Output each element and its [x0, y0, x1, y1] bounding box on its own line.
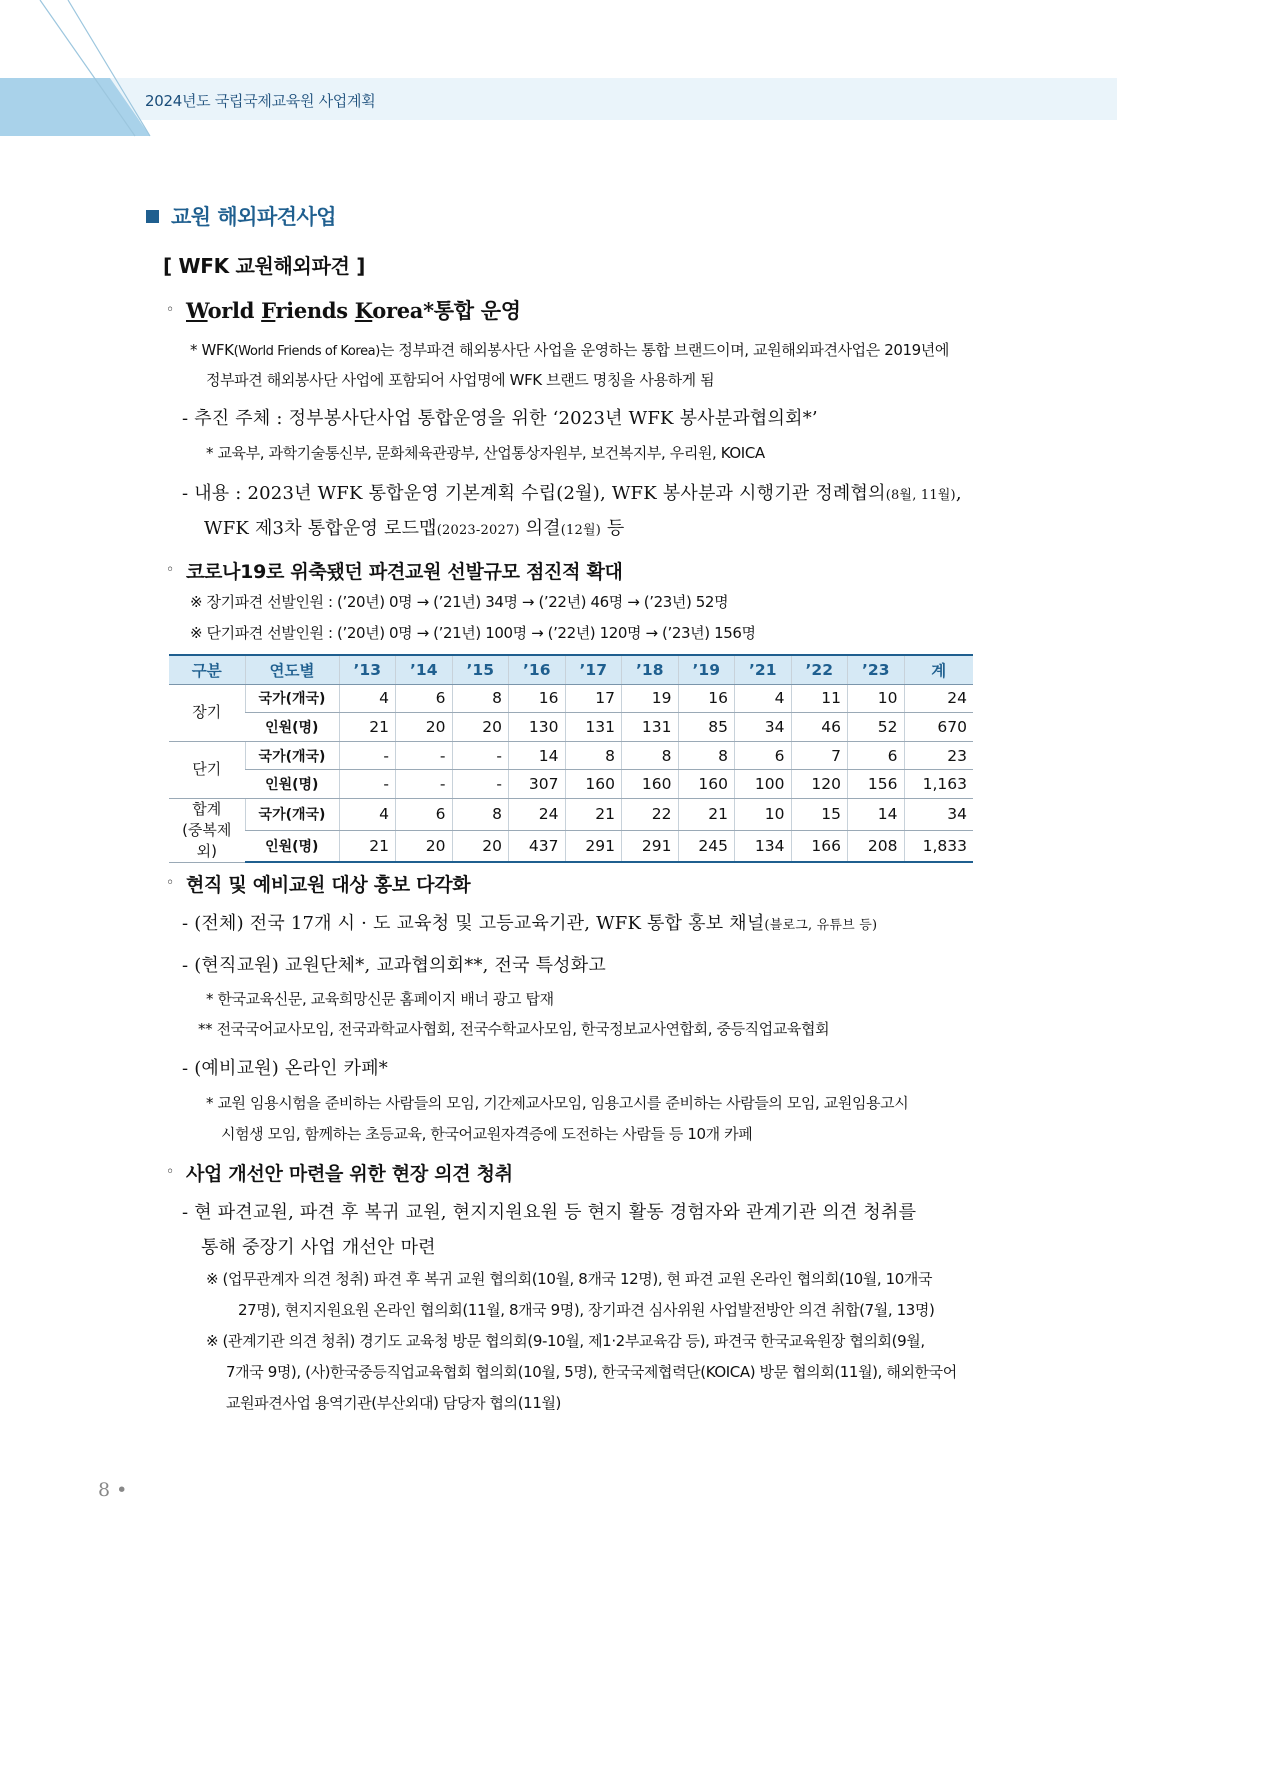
table-header-cell: ’13 [339, 655, 396, 684]
section-subtitle: [ WFK 교원해외파견 ] [163, 254, 366, 278]
table-cell: 23 [904, 741, 973, 770]
table-row [169, 770, 973, 799]
table-header-cell: ’23 [848, 655, 905, 684]
table-cell: - [339, 741, 396, 770]
table-cell: 21 [339, 713, 396, 742]
table-row-label: 인원(명) [245, 830, 339, 862]
long-term-selection-note: ※ 장기파견 선발인원 : (’20년) 0명 → (’21년) 34명 → (’22년) 46명 → (’23년) 52명 [190, 593, 729, 611]
table-cell: 14 [848, 798, 905, 830]
table-cell: 8 [678, 741, 735, 770]
circle-bullet-icon: ◦ [166, 562, 174, 578]
table-cell: 6 [396, 798, 453, 830]
table-cell: - [452, 741, 509, 770]
table-header-row [169, 655, 973, 684]
wfk-note-line1: * WFK(World Friends of Korea)는 정부파견 해외봉사단 사업을 운영하는 통합 브랜드이며, 교원해외파견사업은 2019년에 [190, 341, 949, 359]
feedback-note2-line3: 교원파견사업 용역기관(부산외대) 담당자 협의(11월) [226, 1394, 562, 1412]
table-cell: 8 [622, 741, 679, 770]
table-cell: 22 [622, 798, 679, 830]
table-cell: 1,163 [904, 770, 973, 799]
table-row-label: 국가(개국) [245, 741, 339, 770]
table-cell: 7 [791, 741, 848, 770]
table-cell: 34 [735, 713, 792, 742]
table-cell: 130 [509, 713, 566, 742]
table-cell: 24 [904, 684, 973, 713]
table-header-cell: 연도별 [245, 655, 339, 684]
promotion-note-newspapers: * 한국교육신문, 교육희망신문 홈페이지 배너 광고 탑재 [206, 990, 554, 1008]
table-cell: 16 [509, 684, 566, 713]
table-cell: 1,833 [904, 830, 973, 862]
table-group-label-text: 장기 [192, 703, 222, 722]
table-row [169, 741, 973, 770]
table-cell: 100 [735, 770, 792, 799]
table-group-label-text: 합계 [192, 799, 222, 818]
table-cell: 20 [396, 830, 453, 862]
section-title-text: 교원 해외파견사업 [171, 205, 337, 229]
promotion-dash-incumbent: - (현직교원) 교원단체*, 교과협의회**, 전국 특성화고 [182, 955, 606, 976]
table-cell: 4 [339, 684, 396, 713]
table-header-cell: ’21 [735, 655, 792, 684]
table-group-label-sub: (중복제외) [182, 820, 232, 860]
wfk-note-line2: 정부파견 해외봉사단 사업에 포함되어 사업명에 WFK 브랜드 명칭을 사용하게 됨 [206, 371, 715, 389]
table-row [169, 798, 973, 830]
table-cell: - [452, 770, 509, 799]
short-term-selection-note: ※ 단기파견 선발인원 : (’20년) 0명 → (’21년) 100명 → (’22년) 120명 → (’23년) 156명 [190, 624, 756, 642]
table-cell: 245 [678, 830, 735, 862]
promotion-heading: ◦ 현직 및 예비교원 대상 홍보 다각화 [166, 874, 471, 896]
promotion-note-cafes-line2: 시험생 모임, 함께하는 초등교육, 한국어교원자격증에 도전하는 사람들 등 10개 카페 [221, 1125, 753, 1143]
promotion-note-cafes-line1: * 교원 임용시험을 준비하는 사람들의 모임, 기간제교사모임, 임용고시를 준비하는 사람들의 모임, 교원임용고시 [206, 1094, 909, 1112]
table-row-label: 인원(명) [245, 770, 339, 799]
table-cell: 21 [678, 798, 735, 830]
table-cell: 20 [396, 713, 453, 742]
table-cell: 8 [452, 798, 509, 830]
table-cell: 34 [904, 798, 973, 830]
table-cell: 20 [452, 830, 509, 862]
promotion-dash-preservice: - (예비교원) 온라인 카페* [182, 1058, 388, 1079]
table-cell: 6 [735, 741, 792, 770]
promotion-note-associations: ** 전국국어교사모임, 전국과학교사협회, 전국수학교사모임, 한국정보교사연합회, 중등직업교육협회 [198, 1020, 830, 1038]
table-header-cell: ’19 [678, 655, 735, 684]
header-corner-decoration [0, 0, 160, 140]
feedback-note1-line2: 27명), 현지지원요원 온라인 협의회(11월, 8개국 9명), 장기파견 심사위원 사업발전방안 의견 취합(7월, 13명) [238, 1301, 935, 1319]
table-row-label: 인원(명) [245, 713, 339, 742]
table-header-cell: ’22 [791, 655, 848, 684]
table-header-cell: ’18 [622, 655, 679, 684]
table-cell: 16 [678, 684, 735, 713]
feedback-dash-line1: - 현 파견교원, 파견 후 복귀 교원, 현지지원요원 등 현지 활동 경험자와 관계기관 의견 청취를 [182, 1202, 917, 1223]
table-cell: 85 [678, 713, 735, 742]
table-group-label [169, 741, 245, 798]
wfk-dash-organizer: - 추진 주체 : 정부봉사단사업 통합운영을 위한 ‘2023년 WFK 봉사분과협의회*’ [182, 408, 818, 429]
table-row [169, 684, 973, 713]
table-cell: 670 [904, 713, 973, 742]
table-cell: 8 [452, 684, 509, 713]
table-cell: 21 [565, 798, 622, 830]
table-cell: - [396, 741, 453, 770]
circle-bullet-icon: ◦ [166, 875, 174, 891]
feedback-note2-line2: 7개국 9명), (사)한국중등직업교육협회 협의회(10월, 5명), 한국국제협력단(KOICA) 방문 협의회(11월), 해외한국어 [226, 1363, 957, 1381]
table-group-label [169, 684, 245, 741]
table-cell: 19 [622, 684, 679, 713]
wfk-note-ministries: * 교육부, 과학기술통신부, 문화체육관광부, 산업통상자원부, 보건복지부, 우리원, KOICA [206, 444, 765, 462]
table-cell: 208 [848, 830, 905, 862]
table-cell: - [339, 770, 396, 799]
feedback-heading: ◦ 사업 개선안 마련을 위한 현장 의견 청취 [166, 1163, 513, 1185]
wfk-dash-content-line1: - 내용 : 2023년 WFK 통합운영 기본계획 수립(2월), WFK 봉사분과 시행기관 정례협의(8월, 11월), [182, 483, 962, 504]
table-cell: 6 [396, 684, 453, 713]
wfk-dash-content-line2: WFK 제3차 통합운영 로드맵(2023-2027) 의결(12월) 등 [204, 518, 625, 539]
wfk-heading: ◦ World Friends Korea*통합 운영 [166, 298, 521, 323]
table-row [169, 830, 973, 862]
table-cell: 166 [791, 830, 848, 862]
feedback-note2-line1: ※ (관계기관 의견 청취) 경기도 교육청 방문 협의회(9-10월, 제1·2부교육감 등), 파견국 한국교육원장 협의회(9월, [206, 1332, 925, 1350]
table-header-cell: ’17 [565, 655, 622, 684]
dispatch-statistics-table [169, 654, 973, 863]
table-cell: 11 [791, 684, 848, 713]
table-cell: 291 [565, 830, 622, 862]
table-cell: 17 [565, 684, 622, 713]
table-row-label: 국가(개국) [245, 684, 339, 713]
feedback-dash-line2: 통해 중장기 사업 개선안 마련 [201, 1237, 436, 1258]
table-header-cell: 구분 [169, 655, 245, 684]
table-cell: 21 [339, 830, 396, 862]
table-cell: 4 [735, 684, 792, 713]
table-cell: 307 [509, 770, 566, 799]
table-cell: 131 [622, 713, 679, 742]
table-header-cell: ’16 [509, 655, 566, 684]
table-cell: 10 [735, 798, 792, 830]
promotion-dash-all: - (전체) 전국 17개 시 · 도 교육청 및 고등교육기관, WFK 통합 홍보 채널(블로그, 유튜브 등) [182, 913, 878, 934]
header-title: 2024년도 국립국제교육원 사업계획 [145, 92, 376, 110]
table-cell: 437 [509, 830, 566, 862]
table-cell: 52 [848, 713, 905, 742]
table-header-cell: ’15 [452, 655, 509, 684]
table-cell: 8 [565, 741, 622, 770]
circle-bullet-icon: ◦ [166, 302, 174, 318]
table-header-cell: 계 [904, 655, 973, 684]
table-header-cell: ’14 [396, 655, 453, 684]
table-cell: 160 [565, 770, 622, 799]
table-cell: 160 [678, 770, 735, 799]
table-row-label: 국가(개국) [245, 798, 339, 830]
table-cell: 291 [622, 830, 679, 862]
table-cell: 10 [848, 684, 905, 713]
covid-heading: ◦ 코로나19로 위축됐던 파견교원 선발규모 점진적 확대 [166, 561, 623, 583]
table-cell: - [396, 770, 453, 799]
table-cell: 4 [339, 798, 396, 830]
table-cell: 20 [452, 713, 509, 742]
section-title [146, 201, 336, 231]
feedback-note1-line1: ※ (업무관계자 의견 청취) 파견 후 복귀 교원 협의회(10월, 8개국 12명), 현 파견 교원 온라인 협의회(10월, 10개국 [206, 1270, 933, 1288]
table-cell: 14 [509, 741, 566, 770]
table-cell: 46 [791, 713, 848, 742]
page-number: 8 • [98, 1479, 128, 1501]
table-cell: 24 [509, 798, 566, 830]
table-cell: 131 [565, 713, 622, 742]
table-cell: 120 [791, 770, 848, 799]
table-cell: 160 [622, 770, 679, 799]
table-cell: 156 [848, 770, 905, 799]
square-bullet-icon [146, 210, 159, 223]
table-group-label-text: 단기 [192, 760, 222, 779]
table-row [169, 713, 973, 742]
table-group-label [169, 798, 245, 862]
table-cell: 134 [735, 830, 792, 862]
table-cell: 15 [791, 798, 848, 830]
circle-bullet-icon: ◦ [166, 1164, 174, 1180]
table-cell: 6 [848, 741, 905, 770]
